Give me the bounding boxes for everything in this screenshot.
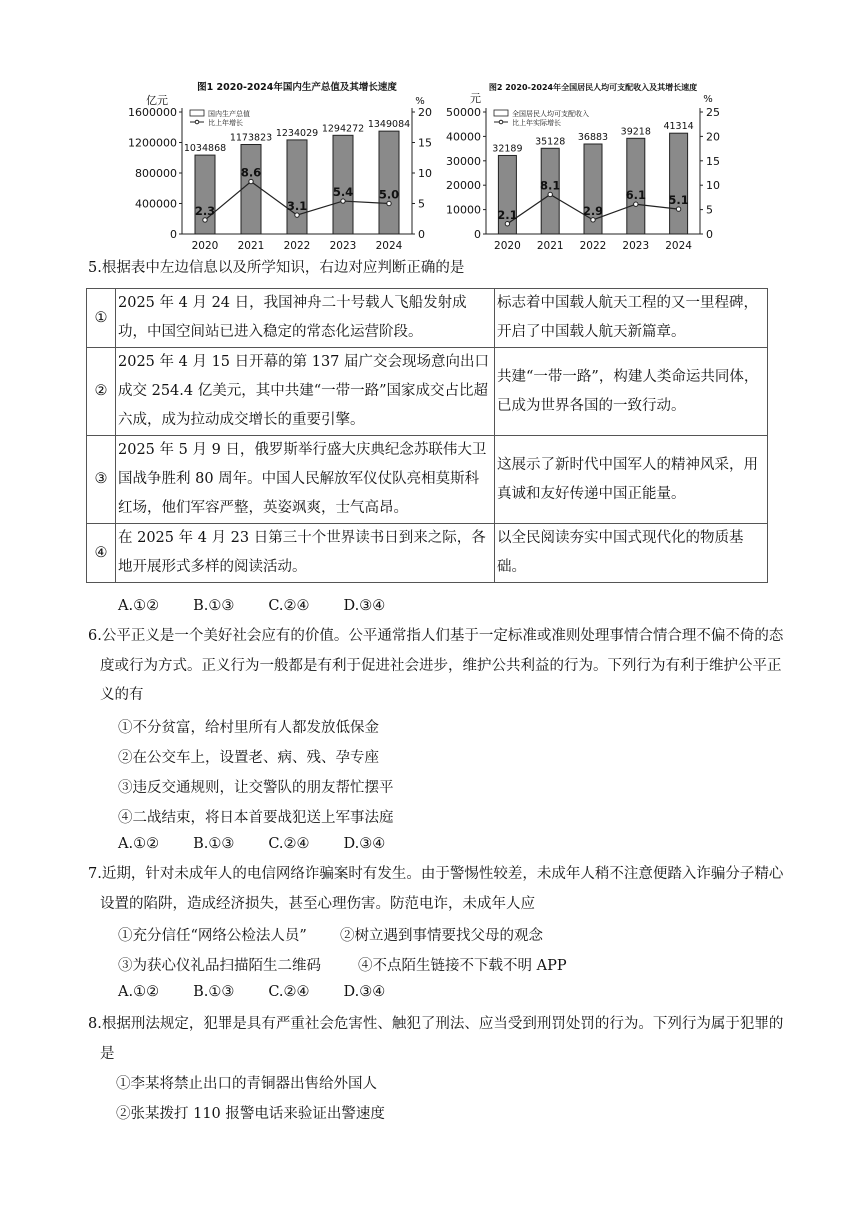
bar — [670, 133, 688, 234]
y2-tick-label: 20 — [418, 106, 432, 119]
growth-value-label: 2.3 — [194, 203, 216, 218]
x-tick-label: 2022 — [579, 240, 607, 252]
choice-a[interactable]: A.①② — [118, 984, 160, 1000]
y-tick-label: 0 — [474, 228, 481, 241]
y2-axis-unit: % — [415, 96, 425, 107]
choice-c[interactable]: C.②④ — [268, 598, 310, 614]
legend-bar-label: 国内生产总值 — [208, 110, 250, 118]
choice-a[interactable]: A.①② — [118, 598, 160, 614]
q5-stem: 5.根据表中左边信息以及所学知识，右边对应判断正确的是 — [88, 260, 465, 276]
y-axis-unit: 亿元 — [146, 94, 168, 107]
table-row — [87, 348, 768, 436]
bar-value-label: 39218 — [620, 126, 651, 138]
y2-tick-label: 20 — [706, 130, 720, 144]
y2-tick-label: 0 — [418, 228, 425, 241]
growth-point — [249, 179, 253, 183]
y2-axis-unit: % — [703, 94, 713, 105]
choice-a[interactable]: A.①② — [118, 836, 160, 852]
y2-tick-label: 0 — [706, 228, 713, 241]
growth-value-label: 3.1 — [286, 199, 308, 214]
row-right-judgment: 以全民阅读夯实中国式现代化的物质基础。 — [495, 524, 768, 583]
y-tick-label: 50000 — [446, 106, 481, 119]
choice-d[interactable]: D.③④ — [343, 598, 386, 614]
legend-bar-swatch — [190, 110, 204, 116]
choice-b[interactable]: B.①③ — [193, 598, 235, 614]
growth-value-label: 8.1 — [540, 178, 561, 193]
q6-item-1: ①不分贫富，给村里所有人都发放低保金 — [118, 720, 379, 736]
bar — [627, 138, 645, 234]
bar — [241, 144, 261, 234]
bar-value-label: 1294272 — [321, 123, 365, 135]
gdp-chart — [128, 82, 440, 254]
choice-b[interactable]: B.①③ — [193, 836, 235, 852]
growth-value-label: 6.1 — [625, 188, 646, 203]
bar-value-label: 1349084 — [367, 119, 411, 131]
growth-point — [295, 213, 299, 217]
y-tick-label: 800000 — [135, 167, 177, 180]
row-left-info: 2025 年 5 月 9 日，俄罗斯举行盛大庆典纪念苏联伟大卫国战争胜利 80 周年。中国人民解放军仪仗队亮相莫斯科红场，他们军容严整，英姿飒爽，士气高昂。 — [116, 436, 495, 524]
y-axis-unit: 元 — [470, 92, 481, 105]
q6-choices — [118, 836, 419, 852]
q7-item-4: ④不点陌生链接不下载不明 APP — [358, 958, 567, 974]
x-tick-label: 2023 — [329, 240, 357, 252]
growth-point — [387, 201, 391, 205]
q7-choices — [118, 984, 419, 1000]
x-tick-label: 2020 — [494, 240, 521, 252]
x-tick-label: 2023 — [622, 240, 650, 252]
q6-stem: 6.公平正义是一个美好社会应有的价值。公平通常指人们基于一定标准或准则处理事情合情合理不偏不倚的态度或行为方式。正义行为一般都是有利于促进社会进步，维护公共利益的行为。下列行为有利于维护公平正义的有 — [88, 628, 784, 703]
growth-value-label: 5.1 — [668, 193, 689, 208]
bar-value-label: 1234029 — [275, 127, 319, 139]
legend-bar-label: 全国居民人均可支配收入 — [512, 110, 589, 118]
y-tick-label: 30000 — [446, 154, 481, 168]
y2-tick-label: 5 — [418, 197, 425, 211]
table-row — [87, 524, 768, 583]
income-chart-svg — [446, 82, 724, 254]
x-tick-label: 2022 — [283, 240, 311, 252]
growth-value-label: 2.1 — [497, 207, 518, 222]
bar-value-label: 35128 — [535, 136, 566, 148]
row-number: ③ — [87, 436, 116, 524]
chart-title: 图1 2020-2024年国内生产总值及其增长速度 — [197, 82, 397, 93]
y-tick-label: 0 — [170, 228, 177, 241]
y2-tick-label: 15 — [418, 136, 432, 150]
choice-d[interactable]: D.③④ — [343, 984, 386, 1000]
q8-item-1: ①李某将禁止出口的青铜器出售给外国人 — [116, 1076, 377, 1092]
y-tick-label: 1600000 — [128, 106, 177, 119]
growth-point — [676, 207, 680, 211]
row-right-judgment: 共建“一带一路”，构建人类命运共同体，已成为世界各国的一致行动。 — [495, 348, 768, 436]
legend-line-label: 比上年实际增长 — [512, 119, 561, 127]
row-left-info: 在 2025 年 4 月 23 日第三十个世界读书日到来之际，各地开展形式多样的阅读活动。 — [116, 524, 495, 583]
growth-point — [203, 218, 207, 222]
row-number: ① — [87, 289, 116, 348]
legend-bar-swatch — [494, 110, 508, 116]
choice-d[interactable]: D.③④ — [343, 836, 386, 852]
legend-line-label: 比上年增长 — [208, 119, 243, 127]
gdp-chart-svg — [128, 82, 440, 254]
q5-choices — [118, 598, 419, 614]
q6-item-3: ③违反交通规则，让交警队的朋友帮忙摆平 — [118, 780, 394, 796]
bar-value-label: 1173823 — [229, 132, 273, 144]
q6-item-2: ②在公交车上，设置老、病、残、孕专座 — [118, 750, 379, 766]
y2-tick-label: 10 — [418, 167, 432, 180]
row-number: ② — [87, 348, 116, 436]
legend-line-marker — [499, 120, 503, 124]
row-right-judgment: 这展示了新时代中国军人的精神风采，用真诚和友好传递中国正能量。 — [495, 436, 768, 524]
x-tick-label: 2024 — [375, 240, 403, 252]
q7-item-3: ③为获心仪礼品扫描陌生二维码 — [118, 958, 321, 974]
legend-line-marker — [195, 120, 199, 124]
q7-item-2: ②树立遇到事情要找父母的观念 — [340, 928, 543, 944]
x-tick-label: 2024 — [665, 240, 692, 252]
chart-title: 图2 2020-2024年全国居民人均可支配收入及其增长速度 — [488, 83, 698, 92]
y2-tick-label: 25 — [706, 106, 720, 119]
table-row — [87, 436, 768, 524]
y2-tick-label: 5 — [706, 203, 713, 217]
bar — [287, 140, 307, 234]
q8-stem: 8.根据刑法规定，犯罪是具有严重社会危害性、触犯了刑法、应当受到刑罚处罚的行为。下列行为属于犯罪的是 — [88, 1016, 784, 1062]
q7-item-1: ①充分信任“网络公检法人员” — [118, 928, 307, 944]
growth-value-label: 5.0 — [378, 187, 400, 202]
q7-stem: 7.近期，针对未成年人的电信网络诈骗案时有发生。由于警惕性较差，未成年人稍不注意便踏入诈骗分子精心设置的陷阱，造成经济损失，甚至心理伤害。防范电诈，未成年人应 — [88, 866, 784, 912]
growth-value-label: 5.4 — [332, 185, 354, 200]
y2-tick-label: 15 — [706, 154, 720, 168]
bar — [379, 131, 399, 234]
row-number: ④ — [87, 524, 116, 583]
row-left-info: 2025 年 4 月 24 日，我国神舟二十号载人飞船发射成功，中国空间站已进入稳定的常态化运营阶段。 — [116, 289, 495, 348]
growth-point — [634, 202, 638, 206]
y-tick-label: 400000 — [135, 197, 177, 211]
choice-c[interactable]: C.②④ — [268, 984, 310, 1000]
growth-point — [341, 199, 345, 203]
growth-point — [505, 222, 509, 226]
bar-value-label: 41314 — [663, 121, 694, 133]
income-chart — [446, 82, 724, 254]
y-tick-label: 1200000 — [128, 136, 177, 150]
row-right-judgment: 标志着中国载人航天工程的又一里程碑，开启了中国载人航天新篇章。 — [495, 289, 768, 348]
table-row — [87, 289, 768, 348]
y2-tick-label: 10 — [706, 179, 720, 193]
y-tick-label: 10000 — [446, 203, 481, 217]
x-tick-label: 2021 — [237, 240, 265, 252]
q6-item-4: ④二战结束，将日本首要战犯送上军事法庭 — [118, 810, 394, 826]
y-tick-label: 20000 — [446, 179, 481, 193]
q5-table — [86, 288, 768, 583]
q8-item-2: ②张某拨打 110 报警电话来验证出警速度 — [116, 1106, 385, 1122]
bar-value-label: 32189 — [492, 143, 523, 155]
choice-c[interactable]: C.②④ — [268, 836, 310, 852]
growth-point — [548, 192, 552, 196]
growth-value-label: 8.6 — [240, 165, 262, 180]
growth-point — [591, 218, 595, 222]
x-tick-label: 2021 — [536, 240, 564, 252]
y-tick-label: 40000 — [446, 130, 481, 144]
row-left-info: 2025 年 4 月 15 日开幕的第 137 届广交会现场意向出口成交 254.4 亿美元，其中共建“一带一路”国家成交占比超六成，成为拉动成交增长的重要引擎。 — [116, 348, 495, 436]
growth-value-label: 2.9 — [582, 203, 604, 218]
bar-value-label: 36883 — [577, 132, 609, 144]
choice-b[interactable]: B.①③ — [193, 984, 235, 1000]
bar-value-label: 1034868 — [183, 143, 227, 155]
x-tick-label: 2020 — [191, 240, 219, 252]
